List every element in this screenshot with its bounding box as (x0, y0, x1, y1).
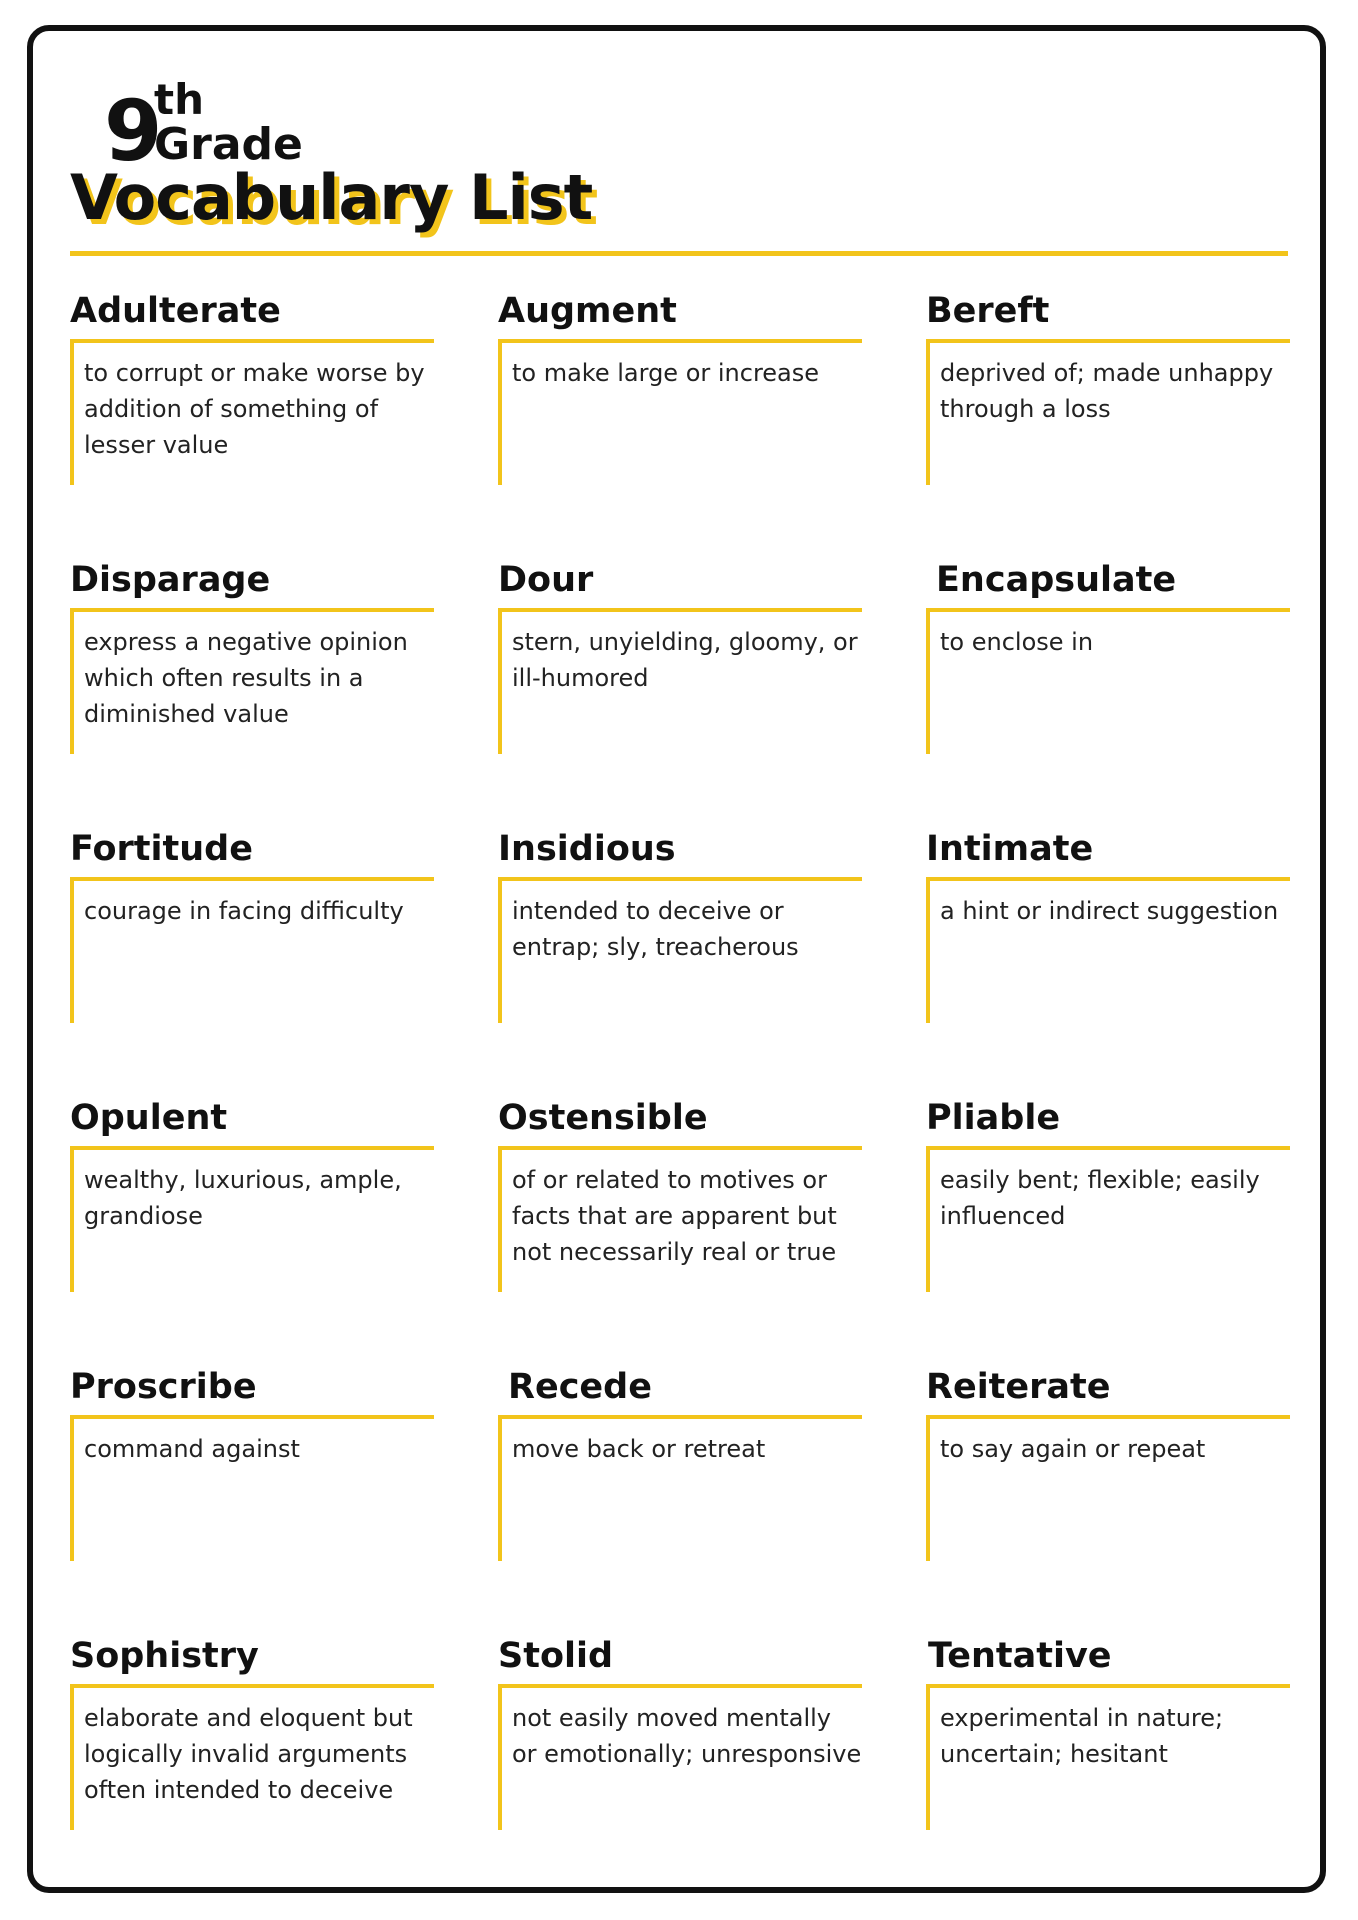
definition-box (70, 339, 434, 485)
vocab-term: Insidious (498, 829, 676, 869)
vocab-definition: deprived of; made unhappy through a loss (940, 359, 1274, 423)
vocab-term: Augment (498, 291, 677, 331)
vocab-card (926, 828, 1290, 1028)
definition-box (926, 339, 1290, 485)
definition-box (70, 1146, 434, 1292)
vocab-card (70, 1366, 434, 1566)
vocab-definition: wealthy, luxurious, ample, grandiose (84, 1166, 402, 1230)
vocab-term: Tentative (928, 1636, 1112, 1676)
vocab-definition: to corrupt or make worse by addition of something of lesser value (84, 359, 425, 459)
vocab-term: Stolid (498, 1636, 614, 1676)
definition-box (70, 1684, 434, 1830)
page-header (70, 75, 670, 245)
definition-box (926, 1415, 1290, 1561)
vocab-term: Proscribe (70, 1367, 257, 1407)
definition-box (70, 877, 434, 1023)
vocab-term: Recede (508, 1367, 652, 1407)
definition-box (498, 1684, 862, 1830)
vocab-term: Opulent (70, 1098, 228, 1138)
vocab-definition: to say again or repeat (940, 1435, 1206, 1463)
definition-box (926, 1146, 1290, 1292)
vocab-definition: of or related to motives or facts that are apparent but not necessarily real or true (512, 1166, 837, 1266)
vocab-definition: to enclose in (940, 628, 1094, 656)
vocab-term: Adulterate (70, 291, 281, 331)
definition-box (926, 1684, 1290, 1830)
vocab-definition: command against (84, 1435, 300, 1463)
vocab-term: Pliable (926, 1098, 1061, 1138)
header-divider (70, 251, 1288, 256)
vocab-definition: easily bent; flexible; easily influenced (940, 1166, 1260, 1230)
grade-number: 9 (104, 82, 163, 180)
vocab-card (498, 828, 862, 1028)
vocab-definition: move back or retreat (512, 1435, 766, 1463)
grade-suffix: th (154, 75, 204, 124)
vocab-card (498, 1366, 862, 1566)
vocab-card (70, 290, 434, 490)
vocab-term: Reiterate (926, 1367, 1111, 1407)
page-title: Vocabulary List (70, 161, 593, 234)
vocab-definition: to make large or increase (512, 359, 820, 387)
vocab-card (70, 1635, 434, 1835)
vocab-definition: courage in facing difficulty (84, 897, 404, 925)
vocab-card (926, 1366, 1290, 1566)
definition-box (498, 339, 862, 485)
vocab-definition: express a negative opinion which often results in a diminished value (84, 628, 408, 728)
vocab-definition: not easily moved mentally or emotionally; unresponsive (512, 1704, 862, 1768)
vocab-card (926, 1635, 1290, 1835)
vocab-term: Dour (498, 560, 594, 600)
vocab-card (70, 559, 434, 759)
vocab-card (926, 1097, 1290, 1297)
vocab-definition: a hint or indirect suggestion (940, 897, 1279, 925)
vocab-card (498, 290, 862, 490)
definition-box (498, 877, 862, 1023)
vocab-card (926, 290, 1290, 490)
definition-box (926, 877, 1290, 1023)
vocab-card (498, 559, 862, 759)
vocab-card (926, 559, 1290, 759)
vocab-card (70, 828, 434, 1028)
vocab-term: Bereft (926, 291, 1050, 331)
definition-box (70, 608, 434, 754)
vocab-term: Fortitude (70, 829, 253, 869)
vocab-term: Intimate (926, 829, 1094, 869)
definition-box (70, 1415, 434, 1561)
vocab-definition: stern, unyielding, gloomy, or ill-humored (512, 628, 858, 692)
definition-box (498, 1415, 862, 1561)
grade-word: Grade (154, 119, 303, 170)
vocab-definition: experimental in nature; uncertain; hesitant (940, 1704, 1224, 1768)
definition-box (498, 1146, 862, 1292)
vocab-definition: elaborate and eloquent but logically invalid arguments often intended to deceive (84, 1704, 413, 1804)
vocab-card (70, 1097, 434, 1297)
vocab-definition: intended to deceive or entrap; sly, treacherous (512, 897, 799, 961)
vocab-term: Encapsulate (936, 560, 1177, 600)
definition-box (926, 608, 1290, 754)
vocab-card (498, 1635, 862, 1835)
vocab-term: Sophistry (70, 1636, 259, 1676)
definition-box (498, 608, 862, 754)
vocab-term: Ostensible (498, 1098, 708, 1138)
vocab-card (498, 1097, 862, 1297)
vocab-term: Disparage (70, 560, 271, 600)
